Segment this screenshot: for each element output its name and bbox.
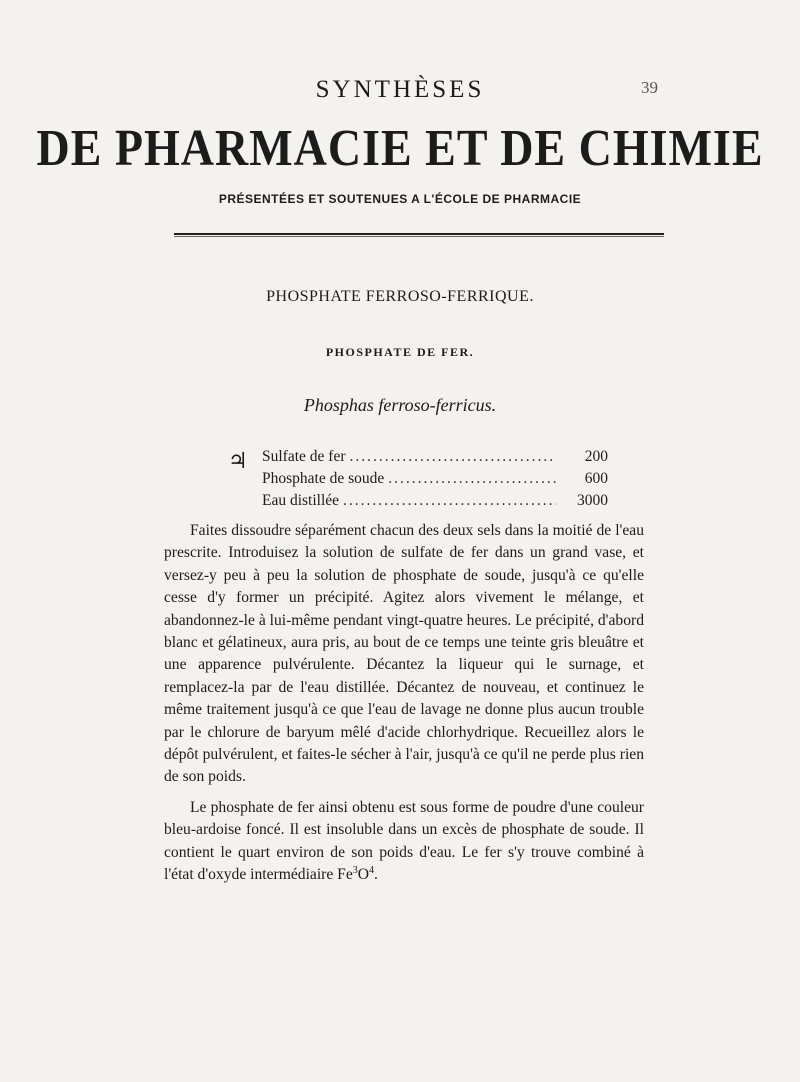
page-number: 39 — [641, 78, 658, 97]
ingredient-quantity: 3000 — [577, 492, 608, 509]
formula-element: O — [357, 866, 370, 884]
formula-end: . — [374, 866, 378, 884]
title-rule-divider — [174, 233, 664, 237]
recipe-symbol-icon: ♃ — [228, 448, 248, 473]
common-name-heading: PHOSPHATE DE FER. — [325, 345, 475, 359]
compound-heading: PHOSPHATE FERROSO-FERRIQUE. — [266, 288, 534, 305]
body-text — [164, 520, 644, 887]
ingredient-quantity: 600 — [584, 470, 608, 487]
leader-dots — [343, 492, 556, 510]
formula-subscript: 3 — [352, 864, 358, 876]
ingredient-name: Eau distillée — [262, 492, 340, 509]
ingredient-row — [262, 470, 608, 492]
formula-subscript: 4 — [369, 864, 375, 876]
ingredient-name: Phosphate de soude — [262, 470, 385, 487]
series-title: SYNTHÈSES — [315, 76, 485, 103]
ingredient-name: Sulfate de fer — [262, 448, 346, 465]
ingredient-row — [262, 448, 608, 470]
subtitle: PRÉSENTÉES ET SOUTENUES A L'ÉCOLE DE PHARMACIE — [218, 192, 582, 206]
latin-name-heading: Phosphas ferroso-ferricus. — [303, 395, 497, 415]
paragraph-preparation: Faites dissoudre séparément chacun des deux sels dans la moitié de l'eau prescrite. Introduisez la solution de sulfate de fer dans un grand vase, et versez-y peu à peu la solution de phosphate de soude, jusqu'à ce qu'elle cesse d'y former un précipité. Agitez alors vivement le mélange, et abandonnez-le à lui-même pendant vingt-quatre heures. Le précipité, d'abord blanc et gélatineux, aura pris, au bout de ce temps une teinte gris bleuâtre et une apparence pulvérulente. Décantez la liqueur qui le surnage, et remplacez-la par de l'eau distillée. Décantez de nouveau, et continuez le même traitement jusqu'à ce que l'eau de lavage ne donne plus aucun trouble par le chlorure de baryum mêlé d'acide chlorhydrique. Recueillez alors le dépôt pulvérulent, et faites-le sécher à l'air, jusqu'à ce qu'il ne perde plus rien de son poids. — [164, 522, 644, 786]
paragraph-properties-text: Le phosphate de fer ainsi obtenu est sous forme de poudre d'une couleur bleu-ardoise foncé. Il est insoluble dans un excès de phosphate de soude. Il contient le quart environ de son poids d'eau. Le fer s'y trouve combiné à l'état d'oxyde intermédiaire Fe — [164, 798, 644, 884]
main-title: DE PHARMACIE ET DE CHIMIE — [36, 119, 764, 177]
leader-dots — [350, 448, 557, 466]
ingredient-row — [262, 492, 608, 514]
leader-dots — [388, 470, 556, 488]
ingredient-quantity: 200 — [584, 448, 608, 465]
paragraph-properties — [164, 797, 644, 887]
